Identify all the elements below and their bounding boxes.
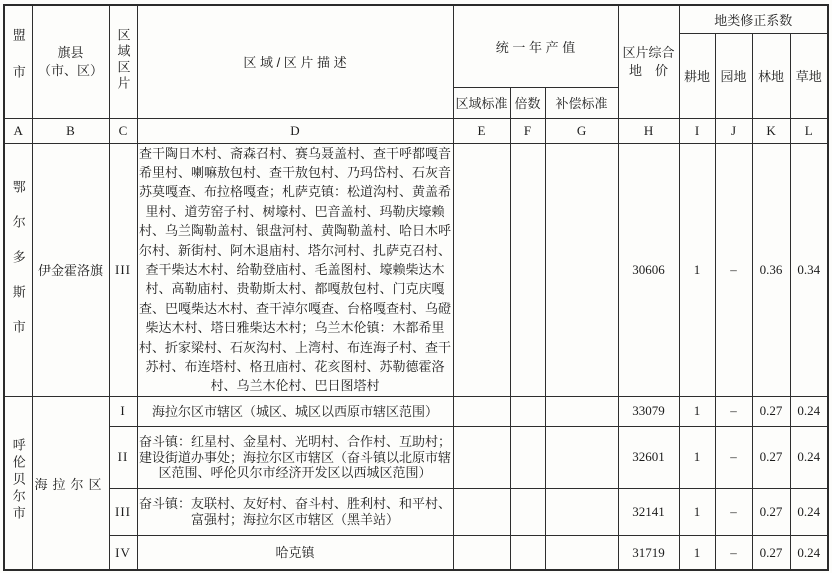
comp-std-cell <box>545 426 618 488</box>
header-comp-std: 补偿标准 <box>545 87 618 118</box>
header-output-group: 统 一 年 产 值 <box>453 5 618 87</box>
header-league <box>4 5 32 118</box>
header-region-std: 区域标准 <box>453 87 510 118</box>
table-row <box>4 143 828 396</box>
col-letter-l: L <box>790 118 828 143</box>
col-letter-f: F <box>510 118 545 143</box>
desc-cell: 查干陶日木村、斋森召村、赛乌聂盖村、查干呼都嘎音希里村、喇嘛敖包村、查干敖包村、乃玛岱村、石灰音苏莫嘎查、布拉格嘎查；札萨克镇：松道沟村、黄盖希里村、道劳窑子村、树壕村、巴音盖村、玛勒庆壕赖村、乌兰陶勒盖村、银盘河村、黄陶勒盖村、哈日木呼尔村、新街村、阿木退庙村、塔尔河村、扎萨克召村、查干柴达木村、给勒登庙村、毛盖图村、壕赖柴达木村、高勒庙村、贵勒斯太村、都嘎敖包村、门克庆嘎查、巴嘎柴达木村、查干淖尔嘎查、台格嘎查村、乌磴柴达木村、塔日雅柴达木村；乌兰木伦镇：木都希里村、折家梁村、石灰沟村、上湾村、布连海子村、查干苏村、布连塔村、格丑庙村、花亥图村、苏勒德霍洛村、乌兰木伦村、巴日图塔村 <box>137 143 453 396</box>
header-garden: 园地 <box>715 33 752 118</box>
league-text: 鄂尔多斯市 <box>10 179 26 355</box>
forest-coef-cell: 0.27 <box>752 396 790 426</box>
comp-std-cell <box>545 143 618 396</box>
col-letter-b: B <box>32 118 109 143</box>
header-league-text: 盟市 <box>10 28 26 103</box>
garden-coef-cell: – <box>715 488 752 535</box>
col-letter-e: E <box>453 118 510 143</box>
price-cell: 33079 <box>618 396 679 426</box>
farmland-coef-cell: 1 <box>679 426 715 488</box>
region-std-cell <box>453 426 510 488</box>
garden-coef-cell: – <box>715 426 752 488</box>
header-grassland: 草地 <box>790 33 828 118</box>
grassland-coef-cell: 0.24 <box>790 396 828 426</box>
zone-cell: III <box>109 143 137 396</box>
banner-cell: 海拉尔区 <box>32 396 109 570</box>
zone-cell: III <box>109 488 137 535</box>
banner-cell: 伊金霍洛旗 <box>32 143 109 396</box>
col-letter-h: H <box>618 118 679 143</box>
forest-coef-cell: 0.27 <box>752 535 790 570</box>
farmland-coef-cell: 1 <box>679 396 715 426</box>
region-std-cell <box>453 535 510 570</box>
zone-cell: I <box>109 396 137 426</box>
header-row-1 <box>4 5 828 33</box>
header-coef-group: 地类修正系数 <box>679 5 828 33</box>
region-std-cell <box>453 143 510 396</box>
league-cell <box>4 143 32 396</box>
land-price-table <box>3 4 829 571</box>
grassland-coef-cell: 0.24 <box>790 426 828 488</box>
farmland-coef-cell: 1 <box>679 488 715 535</box>
region-std-cell <box>453 396 510 426</box>
multiplier-cell <box>510 426 545 488</box>
header-price-line2: 地 价 <box>629 62 669 78</box>
header-forest: 林地 <box>752 33 790 118</box>
header-banner <box>32 5 109 118</box>
table-row <box>4 396 828 426</box>
price-cell: 30606 <box>618 143 679 396</box>
header-desc: 区 域 / 区 片 描 述 <box>137 5 453 118</box>
garden-coef-cell: – <box>715 143 752 396</box>
col-letter-j: J <box>715 118 752 143</box>
desc-cell: 奋斗镇：红星村、金星村、光明村、合作村、互助村；建设街道办事处；海拉尔区市辖区（奋斗镇以北原市辖区范围、呼伦贝尔市经济开发区以西城区范围） <box>137 426 453 488</box>
league-text: 呼伦贝尔市 <box>10 438 26 524</box>
header-farmland: 耕地 <box>679 33 715 118</box>
forest-coef-cell: 0.27 <box>752 426 790 488</box>
col-letter-k: K <box>752 118 790 143</box>
comp-std-cell <box>545 488 618 535</box>
table-row <box>4 535 828 570</box>
forest-coef-cell: 0.36 <box>752 143 790 396</box>
table-row <box>4 488 828 535</box>
desc-cell: 哈克镇 <box>137 535 453 570</box>
league-cell <box>4 396 32 570</box>
col-letter-d: D <box>137 118 453 143</box>
price-cell: 32601 <box>618 426 679 488</box>
region-std-cell <box>453 488 510 535</box>
grassland-coef-cell: 0.34 <box>790 143 828 396</box>
grassland-coef-cell: 0.24 <box>790 535 828 570</box>
desc-cell: 奋斗镇：友联村、友好村、奋斗村、胜利村、和平村、富强村；海拉尔区市辖区（黑羊站） <box>137 488 453 535</box>
price-cell: 31719 <box>618 535 679 570</box>
price-cell: 32141 <box>618 488 679 535</box>
multiplier-cell <box>510 396 545 426</box>
column-letter-row <box>4 118 828 143</box>
grassland-coef-cell: 0.24 <box>790 488 828 535</box>
forest-coef-cell: 0.27 <box>752 488 790 535</box>
header-banner-line1: 旗县 <box>57 44 84 60</box>
garden-coef-cell: – <box>715 535 752 570</box>
header-zone-text: 区域区片 <box>115 28 131 93</box>
col-letter-c: C <box>109 118 137 143</box>
zone-cell: IV <box>109 535 137 570</box>
garden-coef-cell: – <box>715 396 752 426</box>
multiplier-cell <box>510 488 545 535</box>
farmland-coef-cell: 1 <box>679 535 715 570</box>
header-price <box>618 5 679 118</box>
col-letter-a: A <box>4 118 32 143</box>
header-banner-line2: （市、区） <box>37 62 103 78</box>
multiplier-cell <box>510 143 545 396</box>
comp-std-cell <box>545 535 618 570</box>
desc-cell: 海拉尔区市辖区（城区、城区以西原市辖区范围） <box>137 396 453 426</box>
header-price-line1: 区片综合 <box>622 44 675 60</box>
header-zone <box>109 5 137 118</box>
comp-std-cell <box>545 396 618 426</box>
header-multiplier: 倍数 <box>510 87 545 118</box>
farmland-coef-cell: 1 <box>679 143 715 396</box>
multiplier-cell <box>510 535 545 570</box>
zone-cell: II <box>109 426 137 488</box>
col-letter-g: G <box>545 118 618 143</box>
table-row <box>4 426 828 488</box>
col-letter-i: I <box>679 118 715 143</box>
